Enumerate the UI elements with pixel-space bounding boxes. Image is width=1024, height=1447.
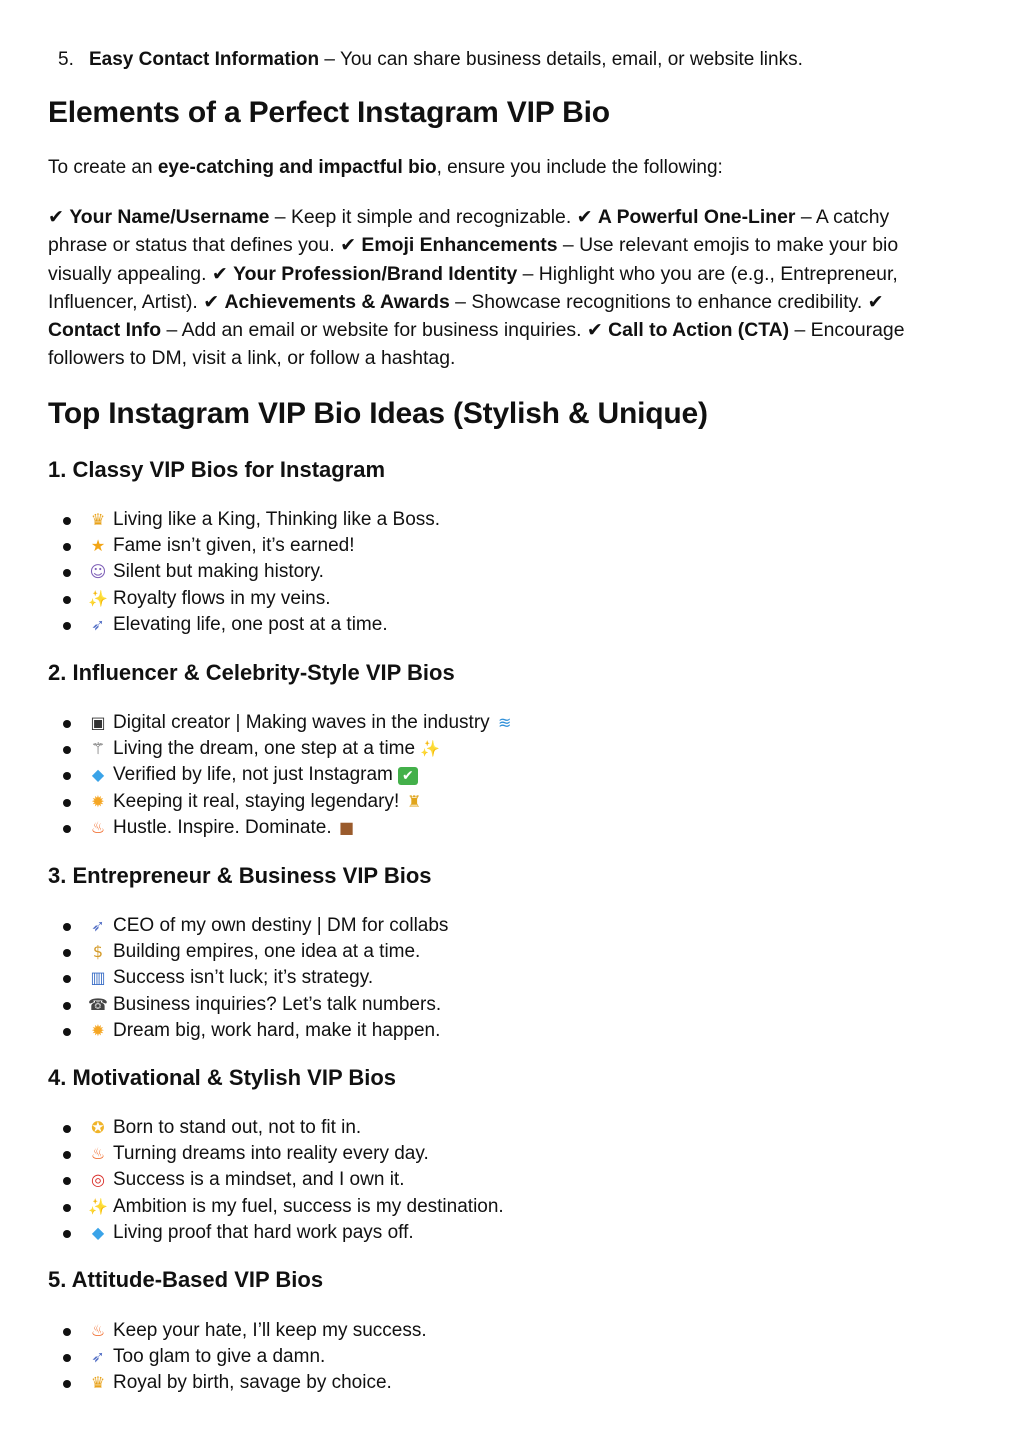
check-mark-icon: ✔ — [211, 262, 228, 285]
element-title: Achievements & Awards — [224, 290, 450, 313]
bullet-icon — [63, 1230, 71, 1238]
check-mark-icon: ✔ — [867, 290, 884, 313]
bullet-icon — [63, 1204, 71, 1212]
bio-text: Verified by life, not just Instagram — [113, 764, 393, 786]
camera-flash-icon: ▣ — [90, 713, 106, 732]
list-item — [0, 939, 448, 965]
intro-bold-text: eye-catching and impactful bio — [157, 157, 437, 178]
glowing-star-icon: ✹ — [91, 791, 105, 811]
bio-text: Ambition is my fuel, success is my destination. — [113, 1195, 504, 1217]
bio-ideas-heading: Top Instagram VIP Bio Ideas (Stylish & Unique) — [48, 397, 708, 430]
bio-text: Success isn’t luck; it’s strategy. — [113, 967, 374, 989]
bio-text: Keep your hate, I’ll keep my success. — [113, 1320, 427, 1341]
list-item — [0, 992, 448, 1018]
element-title: Emoji Enhancements — [361, 234, 558, 257]
section-title-attitude: 5. Attitude-Based VIP Bios — [48, 1267, 324, 1292]
bio-text: Living the dream, one step at a time — [113, 738, 416, 760]
bullet-icon — [63, 975, 71, 983]
bullet-icon — [63, 517, 71, 525]
rocket-icon: ➶ — [91, 916, 105, 935]
list-item — [0, 559, 440, 585]
target-icon: ◎ — [91, 1170, 105, 1190]
element-text: – Highlight who you are (e.g., Entrepreneur, Influencer, Artist). — [48, 262, 898, 313]
bullet-icon — [63, 1028, 71, 1036]
bio-text: Too glam to give a damn. — [113, 1346, 326, 1368]
list-item — [0, 1344, 427, 1370]
check-mark-button-icon: ✔ — [398, 767, 418, 785]
bullet-icon — [63, 1151, 71, 1159]
bullet-icon — [63, 569, 71, 577]
bio-list-classy — [0, 507, 440, 638]
intro-text-end: , ensure you include the following: — [436, 157, 723, 178]
check-mark-icon: ✔ — [203, 290, 220, 313]
list-item — [0, 736, 515, 762]
element-text: – A catchy phrase or status that defines you. — [48, 206, 890, 257]
magic-wand-icon: ⚚ — [90, 739, 106, 759]
element-title: Contact Info — [48, 319, 162, 342]
rocket-icon: ➶ — [91, 614, 105, 634]
sparkles-icon: ✨ — [88, 588, 108, 608]
bio-text: Turning dreams into reality every day. — [113, 1143, 429, 1165]
list-item — [0, 1370, 427, 1396]
crown-icon: ♛ — [90, 1373, 106, 1393]
bio-text: Living like a King, Thinking like a Boss. — [113, 509, 441, 530]
rocket-icon: ➶ — [91, 1347, 105, 1367]
element-text: – Encourage followers to DM, visit a link, or follow a hashtag. — [48, 319, 905, 370]
crown-icon: ♛ — [90, 510, 106, 529]
list-item — [0, 1115, 504, 1141]
bullet-icon — [63, 1177, 71, 1185]
list-item — [0, 1141, 504, 1167]
bullet-icon — [63, 596, 71, 604]
list-item — [0, 710, 515, 736]
bio-text: Building empires, one idea at a time. — [113, 941, 421, 963]
sparkles-icon: ✨ — [420, 739, 441, 759]
bullet-icon — [63, 622, 71, 630]
fire-icon: ♨ — [90, 817, 106, 837]
bio-text: Royal by birth, savage by choice. — [113, 1372, 392, 1394]
telephone-icon: ☎ — [88, 994, 108, 1014]
bio-list-motivational — [0, 1115, 504, 1246]
element-text: – Showcase recognitions to enhance credibility. — [449, 290, 868, 313]
section-title-motivational: 4. Motivational & Stylish VIP Bios — [48, 1065, 397, 1090]
fire-icon: ♨ — [90, 1321, 106, 1340]
bullet-icon — [63, 825, 71, 833]
list-item-text: – You can share business details, email, or website links. — [319, 49, 803, 70]
list-item — [0, 815, 515, 841]
bio-text: Silent but making history. — [113, 561, 324, 583]
bullet-icon — [63, 1002, 71, 1010]
bio-text: Elevating life, one post at a time. — [113, 613, 388, 635]
bullet-icon — [63, 746, 71, 754]
bio-text: Fame isn’t given, it’s earned! — [113, 535, 355, 557]
gem-icon: ◆ — [91, 1222, 105, 1242]
bio-text: Success is a mindset, and I own it. — [113, 1169, 405, 1191]
list-item — [0, 507, 440, 533]
bio-text: Royalty flows in my veins. — [113, 587, 331, 609]
list-item — [0, 533, 440, 559]
money-bag-icon: $ — [92, 942, 104, 962]
dizzy-star-icon: ✪ — [91, 1118, 105, 1137]
list-item — [0, 1194, 504, 1220]
section-title-influencer: 2. Influencer & Celebrity-Style VIP Bios — [48, 660, 455, 685]
bio-list-influencer — [0, 710, 515, 841]
gem-icon: ◆ — [91, 765, 105, 785]
elements-intro-paragraph — [48, 154, 978, 182]
elements-heading: Elements of a Perfect Instagram VIP Bio — [48, 96, 610, 129]
element-text: – Use relevant emojis to make your bio visually appealing. — [48, 234, 899, 285]
element-title: Your Name/Username — [69, 206, 270, 228]
elements-checklist-paragraph — [48, 203, 948, 373]
bio-list-attitude — [0, 1318, 427, 1397]
bio-text: Keeping it real, staying legendary! — [113, 790, 400, 812]
bullet-icon — [63, 1380, 71, 1388]
element-title: Your Profession/Brand Identity — [233, 262, 518, 285]
star-icon: ★ — [90, 536, 106, 556]
list-item-title: Easy Contact Information — [89, 49, 320, 70]
list-item — [0, 1318, 427, 1344]
bio-list-entrepreneur — [0, 913, 448, 1044]
check-mark-icon: ✔ — [576, 206, 593, 228]
bullet-icon — [63, 799, 71, 807]
element-text: – Keep it simple and recognizable. — [269, 206, 577, 228]
bullet-icon — [63, 1328, 71, 1336]
list-item — [0, 586, 440, 612]
element-text: – Add an email or website for business inquiries. — [161, 319, 587, 342]
bio-text: Dream big, work hard, make it happen. — [113, 1019, 441, 1041]
wave-icon: ≋ — [497, 713, 512, 732]
bio-text: Born to stand out, not to fit in. — [113, 1117, 362, 1138]
bar-chart-icon: ▥ — [90, 968, 106, 988]
section-title-entrepreneur: 3. Entrepreneur & Business VIP Bios — [48, 863, 432, 888]
check-mark-icon: ✔ — [48, 206, 64, 228]
element-title: Call to Action (CTA) — [608, 319, 790, 342]
trophy-icon: ♜ — [407, 791, 422, 811]
bio-text: Hustle. Inspire. Dominate. — [113, 816, 332, 838]
list-item — [0, 913, 448, 939]
bio-text: Living proof that hard work pays off. — [113, 1221, 414, 1243]
bio-text: Digital creator | Making waves in the industry — [113, 712, 490, 733]
list-item — [0, 789, 515, 815]
bullet-icon — [63, 543, 71, 551]
bullet-icon — [63, 1354, 71, 1362]
glowing-star-icon: ✹ — [91, 1020, 105, 1040]
theater-masks-icon: ☺ — [89, 562, 107, 582]
fire-icon: ♨ — [90, 1144, 106, 1164]
list-item — [0, 1220, 504, 1246]
list-item — [0, 1167, 504, 1193]
element-title: A Powerful One-Liner — [597, 206, 796, 228]
bio-text: CEO of my own destiny | DM for collabs — [113, 915, 449, 936]
bullet-icon — [63, 949, 71, 957]
list-item — [0, 762, 515, 788]
bullet-icon — [63, 720, 71, 728]
bio-text: Business inquiries? Let’s talk numbers. — [113, 993, 442, 1015]
bullet-icon — [63, 923, 71, 931]
list-item — [0, 1018, 448, 1044]
sparkles-icon: ✨ — [88, 1196, 108, 1216]
bullet-icon — [63, 1125, 71, 1133]
intro-text: To create an — [48, 157, 158, 178]
check-mark-icon: ✔ — [586, 319, 603, 342]
list-number: 5. — [58, 49, 74, 70]
contact-info-list-item — [58, 46, 803, 74]
briefcase-icon: ■ — [339, 817, 355, 837]
section-title-classy: 1. Classy VIP Bios for Instagram — [48, 457, 386, 482]
bullet-icon — [63, 772, 71, 780]
check-mark-icon: ✔ — [340, 234, 357, 257]
list-item — [0, 965, 448, 991]
list-item — [0, 612, 440, 638]
